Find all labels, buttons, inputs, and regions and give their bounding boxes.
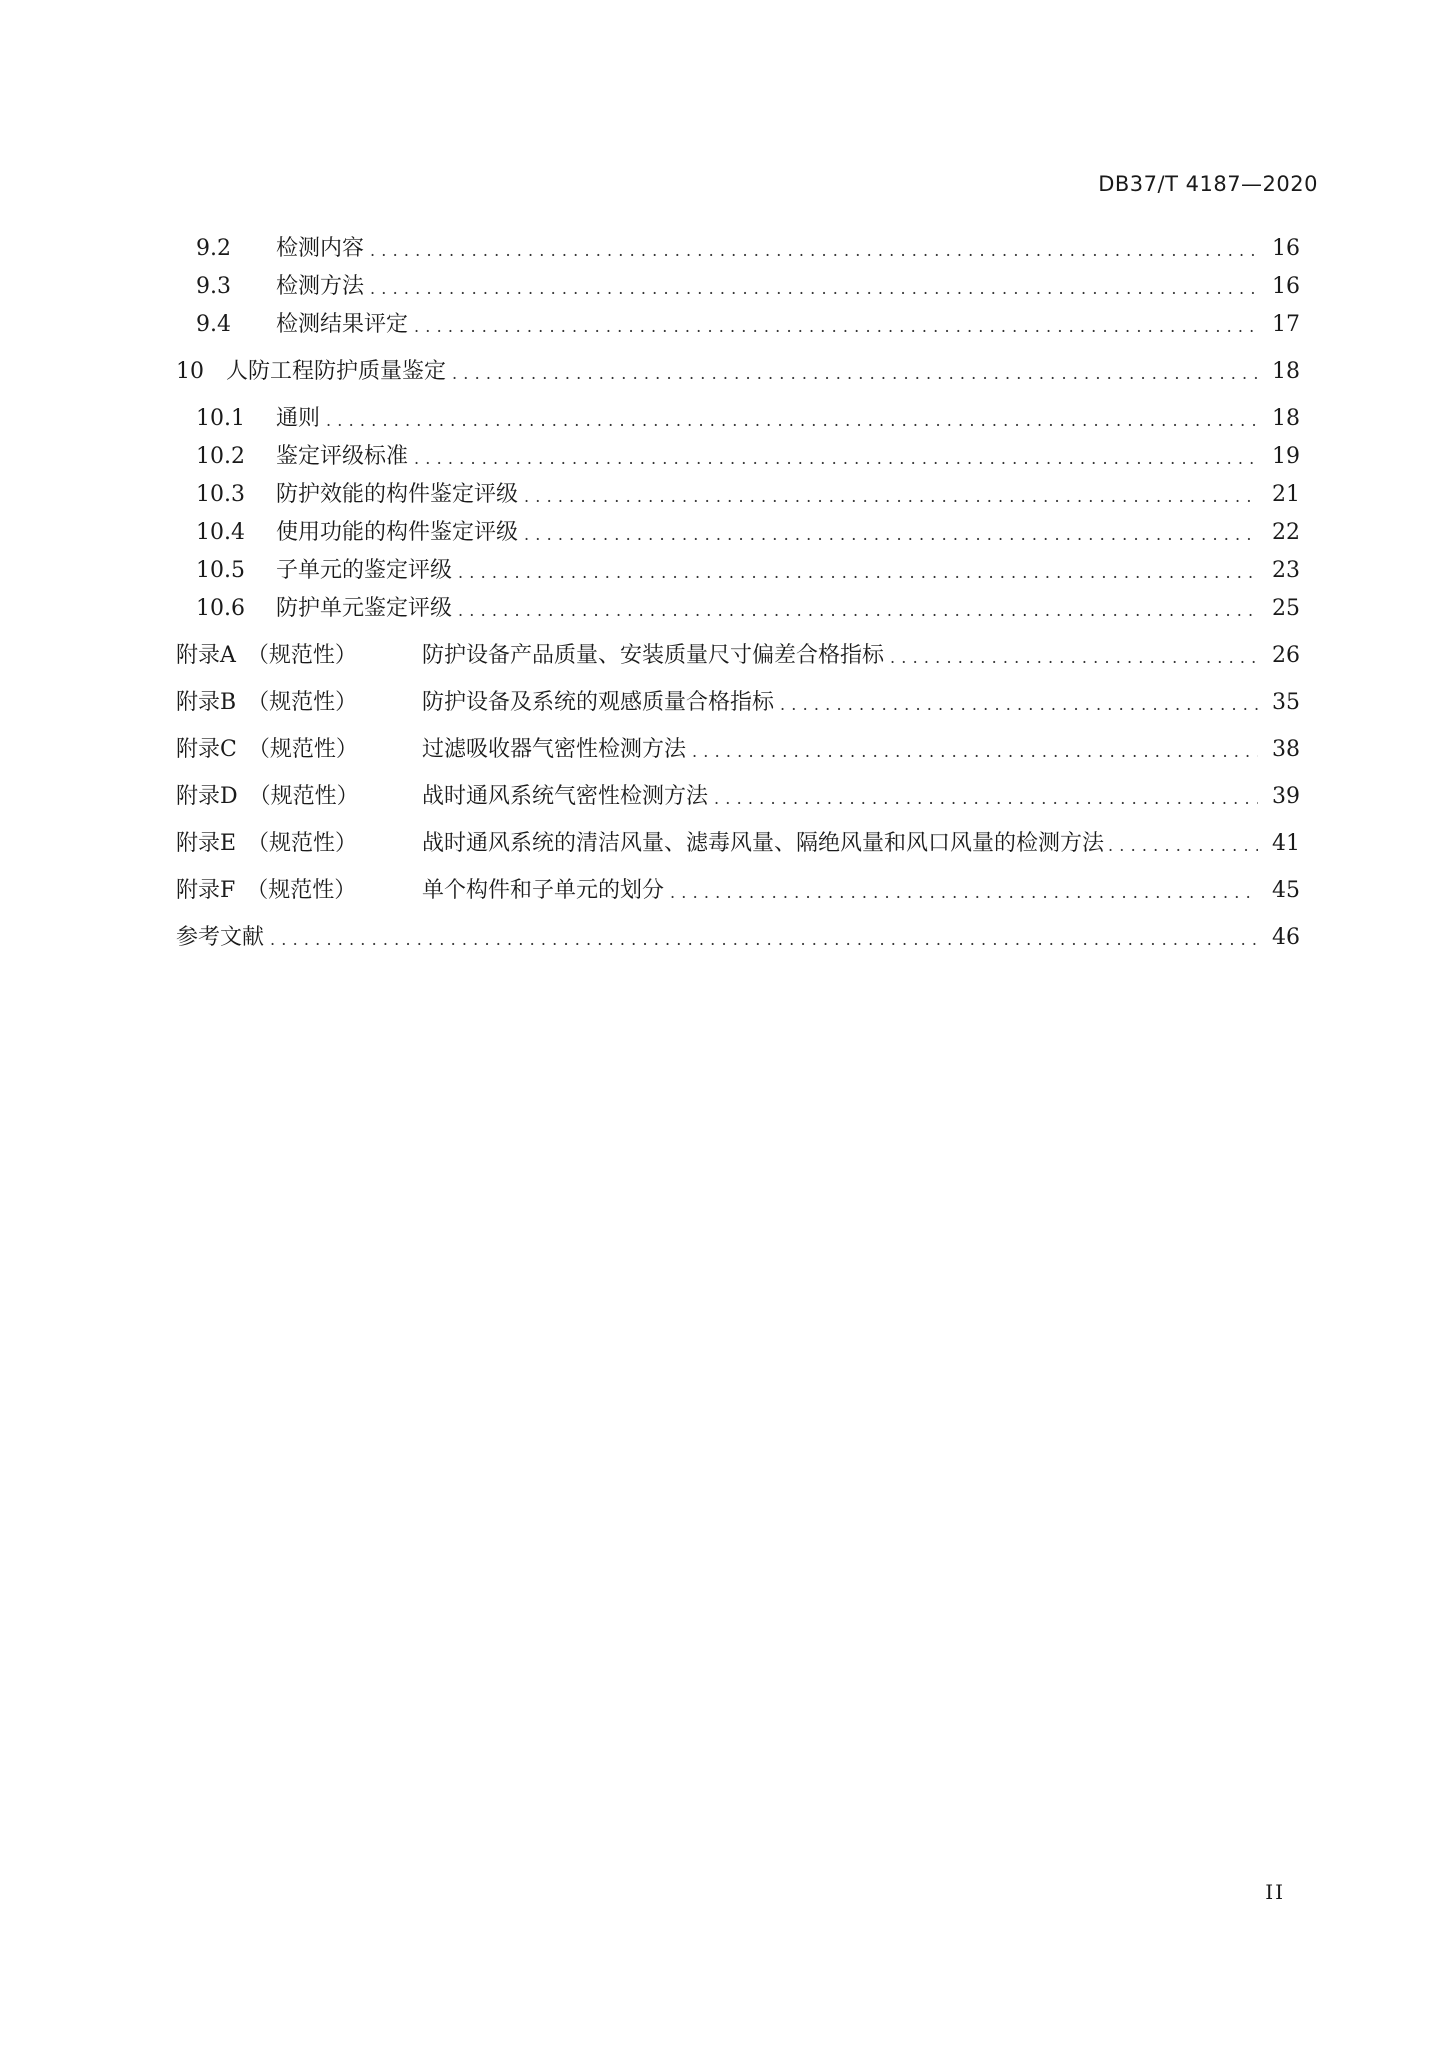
toc-leader-dots (458, 555, 1258, 587)
page-number: II (1265, 1880, 1285, 1904)
toc-entry-10-3[interactable] (176, 479, 1300, 511)
toc-entry-10-4[interactable] (176, 517, 1300, 549)
toc-entry-10-1[interactable] (176, 403, 1300, 435)
toc-entry-title: 过滤吸收器气密性检测方法 (422, 737, 687, 762)
toc-entry-title: 检测方法 (276, 274, 365, 299)
toc-leader-dots (1108, 828, 1258, 860)
toc-entry-page: 46 (1272, 925, 1300, 950)
toc-entry-title: 人防工程防护质量鉴定 (226, 359, 447, 384)
toc-entry-page: 23 (1272, 558, 1300, 583)
toc-entry-title: 检测结果评定 (276, 312, 409, 337)
toc-appendix-label: 附录F （规范性） (176, 878, 357, 903)
toc-entry-title: 检测内容 (276, 236, 365, 261)
toc-entry-appendix-c[interactable] (176, 734, 1300, 766)
toc-leader-dots (370, 271, 1258, 303)
toc-entry-page: 17 (1272, 312, 1300, 337)
toc-appendix-label: 附录D （规范性） (176, 784, 359, 809)
toc-leader-dots (524, 479, 1258, 511)
toc-entry-title: 子单元的鉴定评级 (276, 558, 453, 583)
toc-entry-title: 战时通风系统的清洁风量、滤毒风量、隔绝风量和风口风量的检测方法 (422, 831, 1105, 856)
toc-entry-10-2[interactable] (176, 441, 1300, 473)
toc-entry-page: 41 (1272, 831, 1300, 856)
toc-entry-number: 10.4 (196, 520, 245, 545)
toc-entry-page: 38 (1272, 737, 1300, 762)
toc-leader-dots (370, 233, 1258, 265)
toc-entry-appendix-d[interactable] (176, 781, 1300, 813)
toc-entry-page: 45 (1272, 878, 1300, 903)
toc-entry-appendix-f[interactable] (176, 875, 1300, 907)
toc-appendix-label: 附录A （规范性） (176, 643, 357, 668)
toc-entry-title: 防护效能的构件鉴定评级 (276, 482, 519, 507)
toc-entry-page: 16 (1272, 236, 1300, 261)
toc-entry-appendix-e[interactable] (176, 828, 1300, 860)
toc-entry-number: 9.2 (196, 236, 231, 261)
toc-leader-dots (890, 640, 1258, 672)
toc-entry-appendix-a[interactable] (176, 640, 1300, 672)
toc-entry-title: 参考文献 (176, 925, 265, 950)
toc-entry-page: 16 (1272, 274, 1300, 299)
toc-entry-appendix-b[interactable] (176, 687, 1300, 719)
toc-entry-number: 10 (176, 359, 204, 384)
toc-entry-page: 35 (1272, 690, 1300, 715)
toc-entry-title: 防护单元鉴定评级 (276, 596, 453, 621)
toc-entry-page: 18 (1272, 406, 1300, 431)
document-code: DB37/T 4187—2020 (1098, 172, 1318, 196)
toc-entry-9-4[interactable] (176, 309, 1300, 341)
toc-leader-dots (452, 356, 1258, 388)
toc-entry-title: 鉴定评级标准 (276, 444, 409, 469)
toc-leader-dots (780, 687, 1258, 719)
toc-entry-page: 22 (1272, 520, 1300, 545)
toc-entry-title: 防护设备产品质量、安装质量尺寸偏差合格指标 (422, 643, 885, 668)
toc-appendix-label: 附录E （规范性） (176, 831, 358, 856)
toc-entry-number: 10.6 (196, 596, 245, 621)
toc-entry-title: 战时通风系统气密性检测方法 (422, 784, 709, 809)
toc-entry-9-3[interactable] (176, 271, 1300, 303)
toc-entry-number: 10.5 (196, 558, 245, 583)
toc-entry-number: 10.1 (196, 406, 245, 431)
toc-entry-number: 9.3 (196, 274, 231, 299)
toc-entry-10-5[interactable] (176, 555, 1300, 587)
toc-leader-dots (714, 781, 1258, 813)
toc-leader-dots (414, 441, 1258, 473)
toc-entry-page: 21 (1272, 482, 1300, 507)
toc-entry-page: 39 (1272, 784, 1300, 809)
toc-appendix-label: 附录B （规范性） (176, 690, 358, 715)
toc-leader-dots (692, 734, 1258, 766)
toc-entry-page: 19 (1272, 444, 1300, 469)
toc-entry-9-2[interactable] (176, 233, 1300, 265)
toc-entry-number: 10.2 (196, 444, 245, 469)
toc-leader-dots (414, 309, 1258, 341)
toc-entry-page: 26 (1272, 643, 1300, 668)
toc-entry-number: 9.4 (196, 312, 231, 337)
toc-entry-title: 单个构件和子单元的划分 (422, 878, 665, 903)
toc-entry-title: 使用功能的构件鉴定评级 (276, 520, 519, 545)
toc-entry-references[interactable] (176, 922, 1300, 954)
toc-entry-page: 18 (1272, 359, 1300, 384)
toc-entry-10-6[interactable] (176, 593, 1300, 625)
toc-leader-dots (326, 403, 1258, 435)
toc-entry-title: 通则 (276, 406, 321, 431)
toc-entry-page: 25 (1272, 596, 1300, 621)
toc-entry-title: 防护设备及系统的观感质量合格指标 (422, 690, 775, 715)
toc-entry-number: 10.3 (196, 482, 245, 507)
toc-leader-dots (524, 517, 1258, 549)
toc-leader-dots (670, 875, 1258, 907)
toc-entry-10[interactable] (176, 356, 1300, 388)
toc-leader-dots (270, 922, 1258, 954)
toc-leader-dots (458, 593, 1258, 625)
toc-appendix-label: 附录C （规范性） (176, 737, 358, 762)
